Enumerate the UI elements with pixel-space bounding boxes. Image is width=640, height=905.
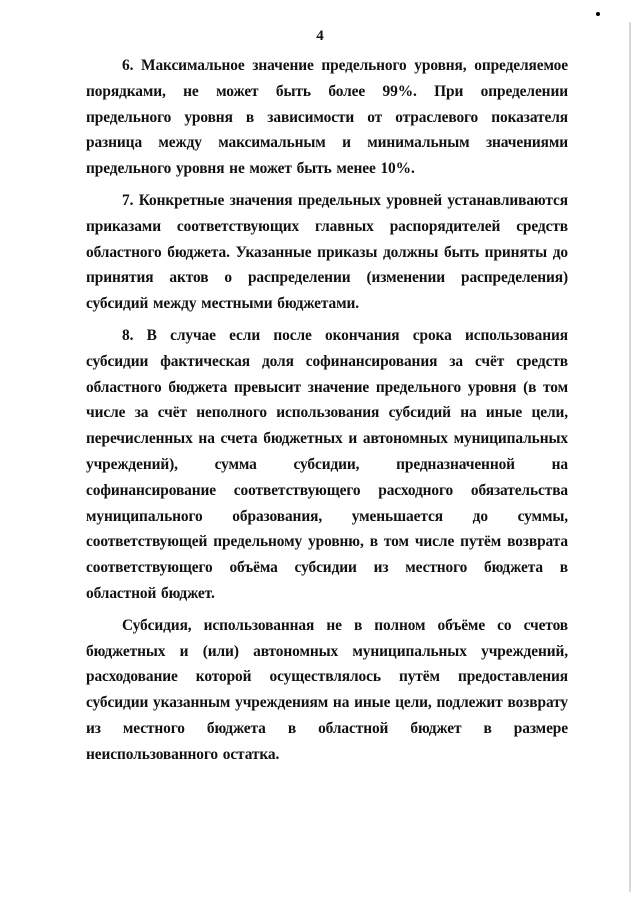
paragraph-8: 8. В случае если после окончания срока использования субсидии фактическая доля софинансирования за счёт средств областного бюджета превысит значение предельного уровня (в том числе за счёт неполного использования субсидий на иные цели, перечисленных на счета бюджетных и автономных муниципальных учреждений), сумма субсидии, предназначенной на софинансирование соответствующего расходного обязательства муниципального образования, уменьшается до суммы, соответствующей предельному уровню, в том числе путём возврата соответствующего объёма субсидии из местного бюджета в областной бюджет. bbox=[86, 326, 568, 602]
paragraph-6: 6. Максимальное значение предельного уровня, определяемое порядками, не может быть более 99%. При определении предельного уровня в зависимости от отраслевого показателя разница между максимальным и минимальным значениями предельного уровня не может быть менее 10%. bbox=[86, 57, 568, 178]
paragraph-subsidy-return: Субсидия, использованная не в полном объёме со счетов бюджетных и (или) автономных муниципальных учреждений, расходование которой осуществлялось путём предоставления субсидии указанным учреждениям на иные цели, подлежит возврату из местного бюджета в областной бюджет в размере неиспользованного остатка. bbox=[86, 616, 568, 763]
paragraph-7: 7. Конкретные значения предельных уровней устанавливаются приказами соответствующих главных распорядителей средств областного бюджета. Указанные приказы должны быть приняты до принятия актов о распределении (изменении распределения) субсидий между местными бюджетами. bbox=[86, 191, 568, 313]
page-number: 4 bbox=[316, 28, 324, 44]
scan-edge-line bbox=[629, 22, 631, 892]
document-body bbox=[86, 53, 568, 768]
scan-dot-mark bbox=[596, 12, 600, 16]
